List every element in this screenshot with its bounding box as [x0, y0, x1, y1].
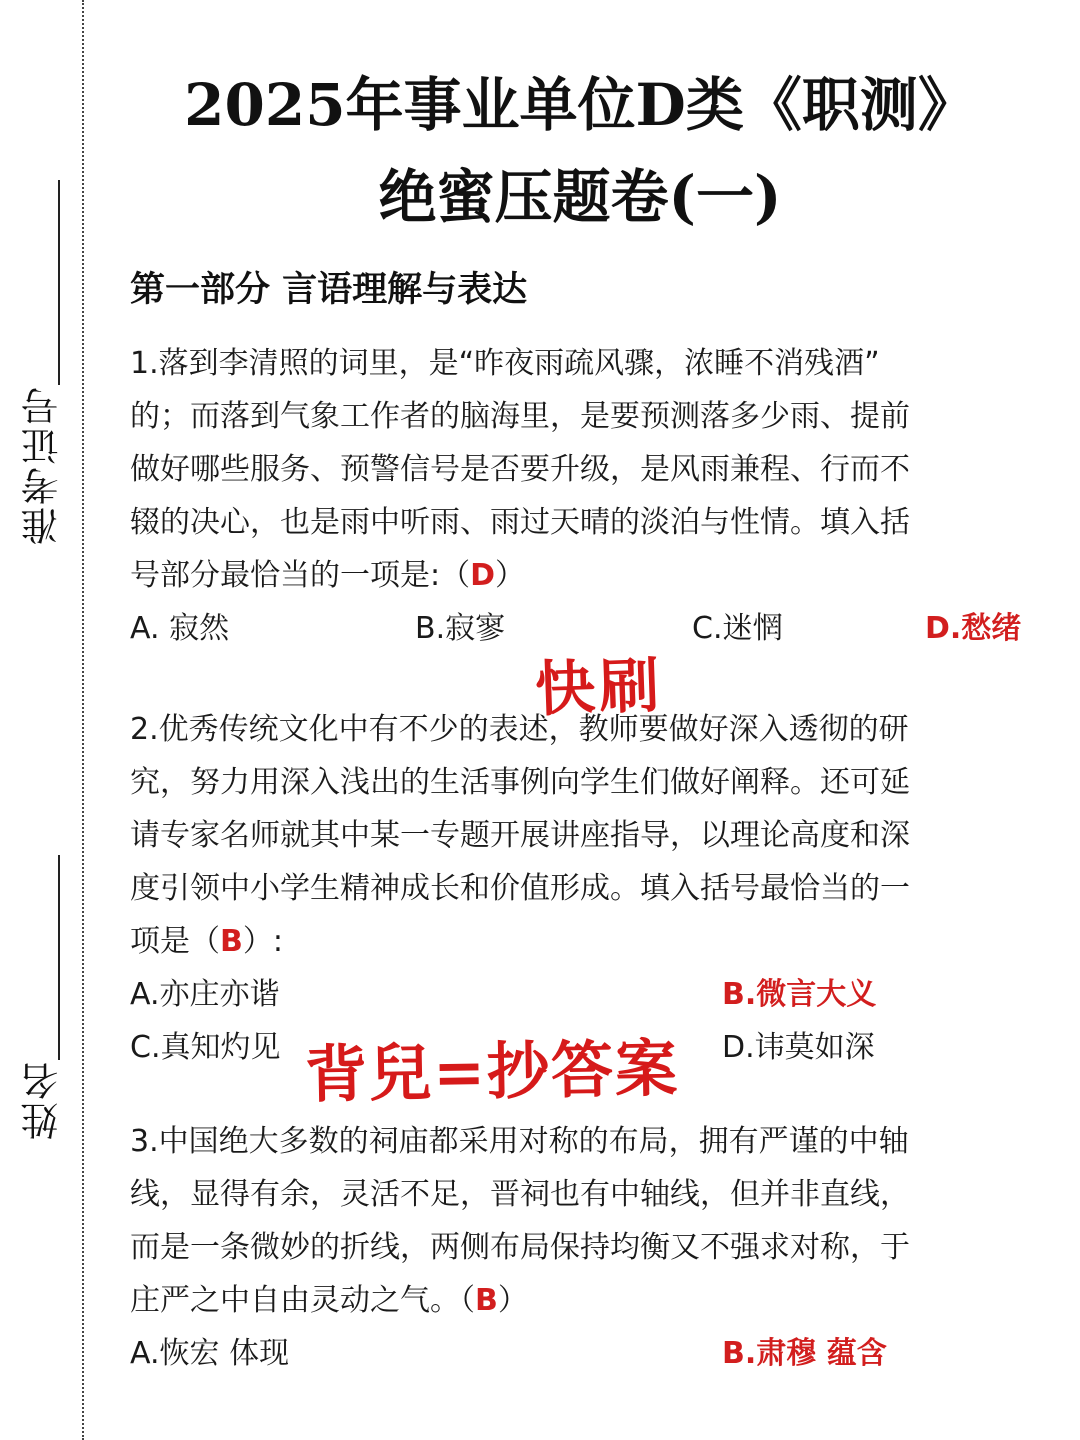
question-line: 请专家名师就其中某一专题开展讲座指导，以理论高度和深: [130, 818, 910, 853]
option-c: C.真知灼见: [130, 1030, 281, 1065]
section-heading: 第一部分 言语理解与表达: [130, 270, 528, 310]
option-c: C.迷惘: [692, 611, 783, 646]
options-row: [130, 968, 1040, 1021]
option-a: A.恢宏 体现: [130, 1336, 290, 1371]
handwritten-note-quick-review: 快刷: [533, 650, 665, 726]
option-a: A. 寂然: [130, 611, 230, 646]
question-line: 究，努力用深入浅出的生活事例向学生们做好阐释。还可延: [130, 765, 910, 800]
question-prompt: [130, 1274, 1040, 1327]
exam-id-label: 准考证号: [20, 385, 65, 545]
question-line: 度引领中小学生精神成长和价值形成。填入括号最恰当的一: [130, 871, 910, 906]
prompt-prefix: 号部分最恰当的一项是:（: [130, 558, 471, 593]
prompt-suffix: ）:: [242, 924, 283, 959]
option-d-correct: D.愁绪: [925, 611, 1022, 646]
question-2: [130, 703, 1040, 1074]
name-label: 姓名: [20, 1060, 65, 1140]
handwritten-note-memorize: 背兒=抄答案: [304, 1031, 680, 1112]
option-a: A.亦庄亦谐: [130, 977, 280, 1012]
option-b-correct: B.肃穆 蕴含: [722, 1336, 887, 1371]
name-field: [12, 855, 72, 1140]
option-b-correct: B.微言大义: [722, 977, 877, 1012]
question-line: 1.落到李清照的词里，是“昨夜雨疏风骤，浓睡不消残酒”: [130, 346, 880, 381]
prompt-prefix: 项是（: [130, 924, 220, 959]
binding-dotted-line: [82, 0, 84, 1440]
answer-marker: B: [220, 924, 243, 959]
title-line-2: 绝蜜压题卷(一): [378, 163, 782, 231]
question-3: [130, 1115, 1040, 1380]
prompt-suffix: ）: [497, 1283, 528, 1318]
question-line: 2.优秀传统文化中有不少的表述，教师要做好深入透彻的研: [130, 712, 909, 747]
question-line: 线，显得有余，灵活不足，晋祠也有中轴线，但并非直线，: [130, 1177, 910, 1212]
name-blank-line: [58, 855, 60, 1060]
option-d: D.讳莫如深: [722, 1030, 875, 1065]
prompt-prefix: 庄严之中自由灵动之气。（: [130, 1283, 475, 1318]
question-prompt: [130, 549, 1040, 602]
title-line-1: 2025年事业单位D类《职测》: [184, 71, 976, 139]
exam-id-blank-line: [58, 180, 60, 385]
question-line: 做好哪些服务、预警信号是否要升级，是风雨兼程、行而不: [130, 452, 910, 487]
question-line: 的；而落到气象工作者的脑海里，是要预测落多少雨、提前: [130, 399, 910, 434]
option-b: B.寂寥: [415, 611, 506, 646]
answer-marker: B: [475, 1283, 498, 1318]
exam-id-field: [12, 180, 72, 545]
answer-marker: D: [470, 558, 496, 593]
question-line: 3.中国绝大多数的祠庙都采用对称的布局，拥有严谨的中轴: [130, 1124, 909, 1159]
question-prompt: [130, 915, 1040, 968]
question-1: [130, 337, 1040, 655]
prompt-suffix: ）: [495, 558, 526, 593]
question-line: 辍的决心，也是雨中听雨、雨过天晴的淡泊与性情。填入括: [130, 505, 910, 540]
options-row: [130, 1327, 1040, 1380]
question-line: 而是一条微妙的折线，两侧布局保持均衡又不强求对称，于: [130, 1230, 910, 1265]
